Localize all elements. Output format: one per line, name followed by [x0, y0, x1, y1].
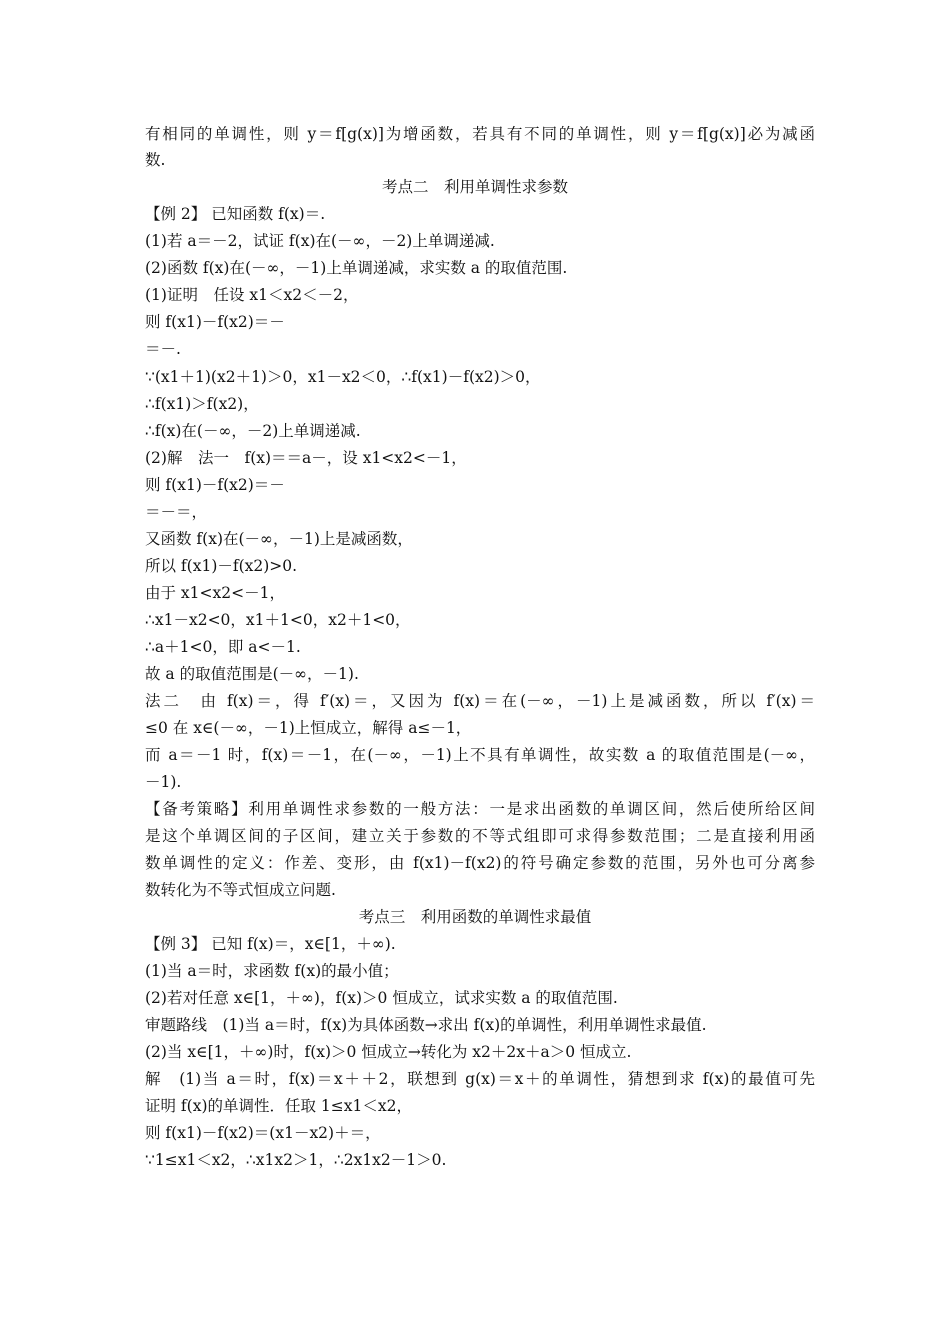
- text-line: 是这个单调区间的子区间，建立关于参数的不等式组即可求得参数范围；二是直接利用函: [145, 827, 815, 845]
- text-line: ∵(x1＋1)(x2＋1)＞0，x1－x2＜0，∴f(x1)－f(x2)＞0，: [145, 368, 541, 386]
- text-line: 则 f(x1)－f(x2)＝(x1－x2)＋＝，: [145, 1124, 381, 1142]
- text-line: ＝－＝，: [145, 503, 208, 521]
- text-line: 有相同的单调性，则 y＝f[g(x)]为增函数，若具有不同的单调性，则 y＝f[g(x)]必为减函: [145, 125, 815, 143]
- text-line: (2)若对任意 x∈[1，＋∞)，f(x)＞0 恒成立，试求实数 a 的取值范围.: [145, 989, 618, 1007]
- text-line: (1)当 a＝时，求函数 f(x)的最小值；: [145, 962, 399, 980]
- text-line: 【例 2】 已知函数 f(x)＝.: [145, 205, 326, 223]
- text-line: ≤0 在 x∈(－∞，－1)上恒成立，解得 a≤－1，: [145, 719, 472, 737]
- text-line: 审题路线 (1)当 a＝时，f(x)为具体函数→求出 f(x)的单调性，利用单调性求最值.: [145, 1016, 707, 1034]
- section-heading: 考点二 利用单调性求参数: [381, 178, 568, 196]
- text-line: 而 a＝－1 时，f(x)＝－1，在(－∞，－1)上不具有单调性，故实数 a 的取值范围是(－∞，: [145, 746, 815, 764]
- text-line: (2)当 x∈[1，＋∞)时，f(x)＞0 恒成立→转化为 x2＋2x＋a＞0 恒成立.: [145, 1043, 632, 1061]
- text-line: 【例 3】 已知 f(x)＝，x∈[1，＋∞).: [145, 935, 396, 953]
- text-line: ＝－.: [145, 340, 181, 358]
- text-line: (1)证明 任设 x1＜x2＜－2，: [145, 286, 359, 304]
- text-line: 又函数 f(x)在(－∞，－1)上是减函数，: [145, 530, 413, 548]
- text-line: (1)若 a＝－2，试证 f(x)在(－∞，－2)上单调递减.: [145, 232, 495, 250]
- text-line: (2)函数 f(x)在(－∞，－1)上单调递减，求实数 a 的取值范围.: [145, 259, 568, 277]
- text-line: ∴f(x)在(－∞，－2)上单调递减.: [145, 422, 361, 440]
- text-line: 数转化为不等式恒成立问题.: [145, 881, 336, 899]
- text-line: ∴a＋1<0，即 a<－1.: [145, 638, 301, 656]
- text-line: 解 (1)当 a＝时，f(x)＝x＋＋2，联想到 g(x)＝x＋的单调性，猜想到求 f(x)的最值可先: [145, 1070, 815, 1088]
- text-line: ∴x1－x2<0，x1＋1<0，x2＋1<0，: [145, 611, 411, 629]
- text-line: 证明 f(x)的单调性．任取 1≤x1＜x2，: [145, 1097, 412, 1115]
- text-line: 所以 f(x1)－f(x2)>0.: [145, 557, 298, 575]
- text-line: 则 f(x1)－f(x2)＝－: [145, 313, 285, 331]
- section-heading: 考点三 利用函数的单调性求最值: [358, 908, 592, 926]
- text-line: 法二 由 f(x)＝，得 f′(x)＝，又因为 f(x)＝在(－∞，－1)上是减函数，所以 f′(x)＝: [145, 692, 815, 710]
- text-line: ∵1≤x1＜x2，∴x1x2＞1，∴2x1x2－1＞0.: [145, 1151, 447, 1169]
- text-line: 数.: [145, 151, 166, 169]
- text-line: 【备考策略】利用单调性求参数的一般方法：一是求出函数的单调区间，然后使所给区间: [145, 800, 815, 818]
- text-line: 由于 x1<x2<－1，: [145, 584, 285, 602]
- text-line: －1).: [145, 773, 182, 791]
- text-line: 则 f(x1)－f(x2)＝－: [145, 476, 285, 494]
- text-line: (2)解 法一 f(x)＝＝a－，设 x1<x2<－1，: [145, 449, 467, 467]
- text-line: ∴f(x1)＞f(x2)，: [145, 395, 259, 413]
- text-line: 故 a 的取值范围是(－∞，－1).: [145, 665, 359, 683]
- text-line: 数单调性的定义：作差、变形，由 f(x1)－f(x2)的符号确定参数的范围，另外也可分离参: [145, 854, 815, 872]
